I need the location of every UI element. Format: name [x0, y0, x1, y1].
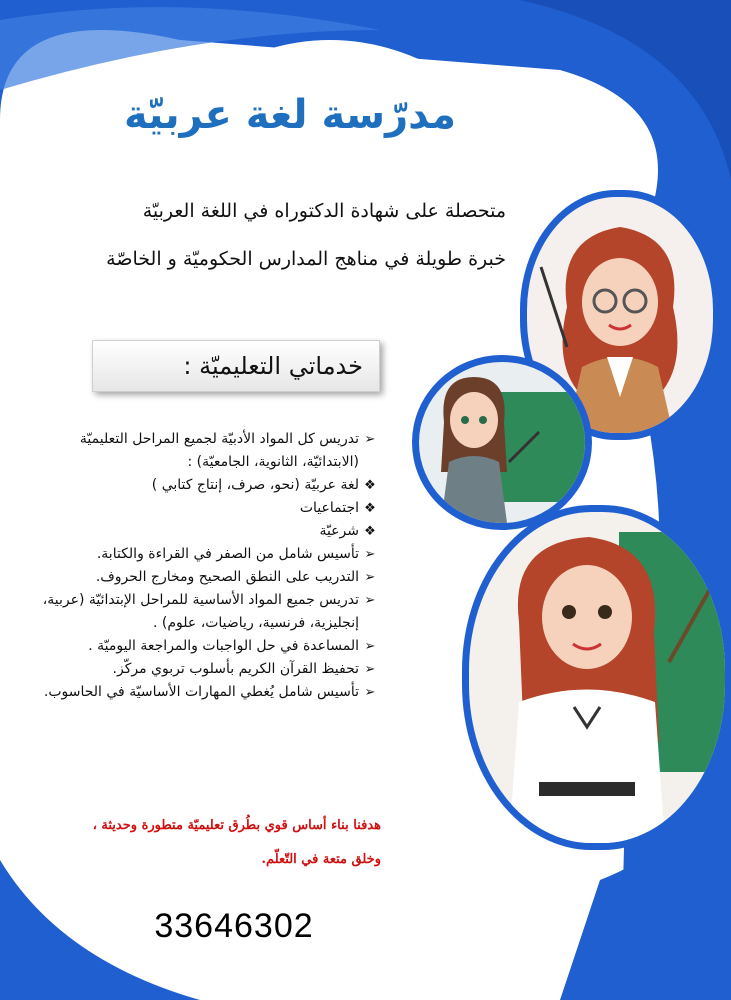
goal-text-line-1: هدفنا بناء أساس قوي بطُرق تعليميّة متطورة وحديثة ،	[92, 818, 381, 833]
list-item: ➢ تحفيظ القرآن الكريم بأسلوب تربوي مركّز.	[36, 658, 381, 681]
page-title: مدرّسة لغة عربيّة	[123, 92, 456, 138]
qualification-text: متحصلة على شهادة الدكتوراه في اللغة العربيّة	[142, 200, 506, 222]
arrow-bullet-icon: ➢	[364, 662, 376, 677]
services-heading: خدماتي التعليميّة :	[183, 352, 363, 380]
arrow-bullet-icon: ➢	[364, 593, 376, 608]
services-list	[36, 428, 381, 704]
arrow-bullet-icon: ➢	[364, 639, 376, 654]
services-heading-box	[92, 340, 380, 392]
arrow-bullet-icon: ➢	[364, 547, 376, 562]
list-item: ➢ تأسيس شامل يُغطي المهارات الأساسيّة في الحاسوب.	[36, 681, 381, 704]
goal-text-line-2: وخلق متعة في التّعلّم.	[261, 852, 381, 867]
experience-text: خبرة طويلة في مناهج المدارس الحكوميّة و الخاصّة	[106, 248, 506, 270]
phone-box	[108, 895, 360, 957]
list-item: ➢ التدريب على النطق الصحيح ومخارج الحروف.	[36, 566, 381, 589]
phone-number: 33646302	[154, 906, 314, 945]
list-item: ➢ المساعدة في حل الواجبات والمراجعة اليوميّة .	[36, 635, 381, 658]
list-item: ❖ شرعيّة	[36, 520, 381, 543]
list-item: ➢ تدريس كل المواد الأدبيّة لجميع المراحل التعليميّة (الابتدائيّة، الثانوية، الجامعيّة) :	[36, 428, 381, 474]
arrow-bullet-icon: ➢	[364, 432, 376, 447]
diamond-bullet-icon: ❖	[364, 501, 376, 516]
list-item: ➢ تأسيس شامل من الصفر في القراءة والكتابة.	[36, 543, 381, 566]
teacher-illustration-middle	[412, 355, 592, 530]
list-item: ➢ تدريس جميع المواد الأساسية للمراحل الإبتدائيّة (عربية، إنجليزية، فرنسية، رياضيات، علوم) .	[36, 589, 381, 635]
list-item: ❖ اجتماعيات	[36, 497, 381, 520]
diamond-bullet-icon: ❖	[364, 524, 376, 539]
diamond-bullet-icon: ❖	[364, 478, 376, 493]
arrow-bullet-icon: ➢	[364, 685, 376, 700]
teacher-illustration-bottom	[462, 505, 731, 850]
list-item: ❖ لغة عربيّة (نحو، صرف، إنتاج كتابي )	[36, 474, 381, 497]
arrow-bullet-icon: ➢	[364, 570, 376, 585]
